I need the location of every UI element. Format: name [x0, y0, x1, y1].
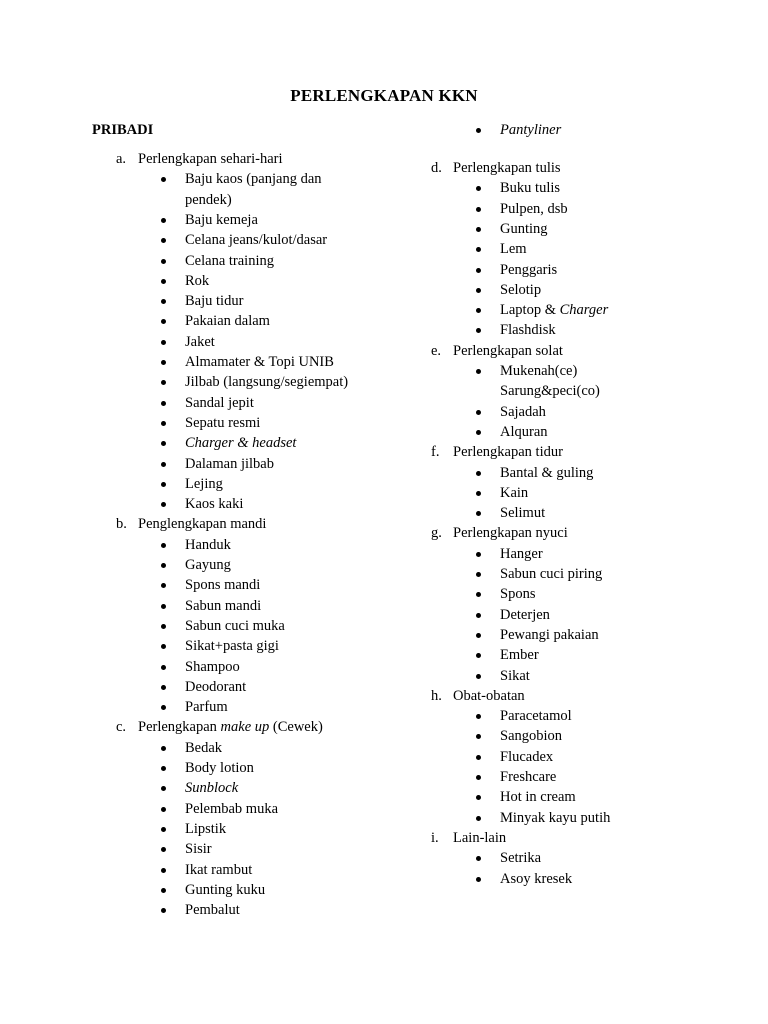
bullet-icon	[161, 340, 166, 345]
text-part: Laptop &	[500, 302, 560, 319]
list-item-text: pendek)	[185, 191, 232, 208]
list-item-text: Pelembab muka	[185, 800, 279, 817]
section-title: Penglengkapan mandi	[138, 516, 267, 533]
list-item-text: Kain	[500, 484, 529, 501]
list-item-text: Celana training	[185, 252, 274, 269]
bullet-icon	[476, 308, 481, 313]
bullet-icon	[476, 856, 481, 861]
list-item-text: Flucadex	[500, 748, 554, 765]
bullet-icon	[161, 827, 166, 832]
bullet-icon	[476, 491, 481, 496]
bullet-icon	[476, 653, 481, 658]
list-item-text: Selotip	[500, 281, 542, 298]
bullet-icon	[476, 288, 481, 293]
bullet-icon	[476, 795, 481, 800]
section-title: Perlengkapan tidur	[453, 444, 563, 461]
bullet-icon	[476, 734, 481, 739]
section-heading-pribadi: PRIBADI	[92, 122, 154, 138]
bullet-icon	[476, 572, 481, 577]
bullet-icon	[161, 807, 166, 812]
title-part: (Cewek)	[269, 719, 323, 736]
section-letter: i.	[431, 829, 439, 846]
list-item-text: Sunblock	[185, 780, 239, 797]
list-item-text: Sandal jepit	[185, 394, 254, 411]
list-item-text: Gayung	[185, 557, 231, 573]
bullet-icon	[161, 401, 166, 406]
bullet-icon	[476, 430, 481, 435]
section-title	[138, 719, 323, 736]
title-part: Perlengkapan	[138, 719, 221, 736]
bullet-icon	[161, 177, 166, 182]
bullet-icon	[161, 441, 166, 446]
list-item-text: Handuk	[185, 536, 231, 553]
bullet-icon	[161, 279, 166, 284]
section-letter: f.	[431, 444, 440, 461]
list-item-text: Kaos kaki	[185, 496, 244, 513]
list-item-text: Selimut	[500, 505, 546, 522]
list-item-text: Pakaian dalam	[185, 313, 270, 330]
list-item-text: Asoy kresek	[500, 870, 573, 887]
bullet-icon	[476, 328, 481, 333]
bullet-icon	[161, 563, 166, 568]
section-letter: b.	[116, 516, 127, 533]
bullet-icon	[476, 186, 481, 191]
list-item-text: Buku tulis	[500, 180, 561, 197]
title-part: make up	[220, 719, 270, 736]
bullet-icon	[161, 543, 166, 548]
list-item-text: Freshcare	[500, 769, 557, 785]
list-item-text: Bantal & guling	[500, 464, 594, 481]
list-item-text: Baju kaos (panjang dan	[185, 171, 322, 188]
list-item-text: Rok	[185, 272, 210, 289]
list-item-text: Sikat	[500, 667, 530, 684]
bullet-icon	[161, 218, 166, 223]
list-item-text: Jilbab (langsung/segiempat)	[185, 374, 349, 391]
bullet-icon	[476, 633, 481, 638]
list-item-text: Sabun cuci piring	[500, 566, 603, 582]
bullet-icon	[161, 502, 166, 507]
list-item-text: Lejing	[185, 475, 223, 492]
list-item-text: Pulpen, dsb	[500, 200, 568, 217]
list-item-text: Ember	[500, 647, 539, 664]
list-item-text: Shampoo	[185, 658, 240, 675]
section-letter: d.	[431, 160, 442, 176]
list-item-text: Sikat+pasta gigi	[185, 638, 279, 655]
list-item-text: Lipstik	[185, 820, 227, 837]
list-item-text: Minyak kayu putih	[500, 809, 611, 826]
bullet-icon	[161, 238, 166, 243]
list-item-text: Baju tidur	[185, 293, 244, 310]
section-letter: a.	[116, 151, 127, 167]
bullet-icon	[161, 421, 166, 426]
list-item-text: Bedak	[185, 739, 223, 756]
list-item-text: Celana jeans/kulot/dasar	[185, 232, 328, 249]
list-item-text: Sepatu resmi	[185, 414, 261, 431]
bullet-icon	[161, 624, 166, 629]
bullet-icon	[476, 369, 481, 374]
list-item-text: Hanger	[500, 545, 543, 562]
bullet-icon	[161, 380, 166, 385]
bullet-icon	[476, 877, 481, 882]
list-item-text: Paracetamol	[500, 708, 572, 725]
bullet-icon	[476, 674, 481, 679]
bullet-icon	[161, 705, 166, 710]
list-item-text: Alquran	[500, 423, 548, 440]
section-title: Perlengkapan solat	[453, 342, 563, 359]
bullet-icon	[476, 552, 481, 557]
list-item-text: Spons mandi	[185, 577, 261, 594]
list-item-text: Ikat rambut	[185, 861, 253, 878]
list-item-text	[500, 302, 608, 319]
bullet-icon	[161, 908, 166, 913]
bullet-icon	[161, 665, 166, 670]
section-letter: c.	[116, 719, 127, 736]
bullet-icon	[476, 816, 481, 821]
section-title: Lain-lain	[453, 829, 507, 846]
list-item-text: Parfum	[185, 699, 228, 716]
list-item-text: Baju kemeja	[185, 211, 258, 228]
bullet-icon	[161, 766, 166, 771]
bullet-icon	[476, 471, 481, 476]
bullet-icon	[161, 746, 166, 751]
bullet-icon	[476, 207, 481, 212]
list-item-text: Dalaman jilbab	[185, 455, 274, 472]
list-item-text: Setrika	[500, 850, 542, 867]
list-item-text: Sangobion	[500, 728, 563, 745]
list-item-text: Sajadah	[500, 403, 546, 420]
bullet-icon	[476, 755, 481, 760]
bullet-icon	[161, 482, 166, 487]
bullet-icon	[161, 259, 166, 264]
section-letter: h.	[431, 687, 442, 704]
bullet-icon	[161, 604, 166, 609]
list-item-text: Deodorant	[185, 678, 247, 695]
list-item-text: Deterjen	[500, 606, 550, 623]
list-item-text: Mukenah(ce)	[500, 363, 578, 379]
list-item-text: Sisir	[185, 841, 212, 858]
list-item-text: Pembalut	[185, 902, 240, 919]
list-item-text: Charger & headset	[185, 435, 297, 452]
document-title: PERLENGKAPAN KKN	[290, 86, 478, 105]
bullet-icon	[161, 868, 166, 873]
section-title: Perlengkapan sehari-hari	[138, 151, 283, 167]
bullet-icon	[161, 847, 166, 852]
section-letter: e.	[431, 342, 442, 359]
list-item-text: Penggaris	[500, 261, 558, 278]
list-item-text: Body lotion	[185, 760, 254, 776]
section-title: Perlengkapan nyuci	[453, 525, 568, 542]
bullet-icon	[476, 511, 481, 516]
bullet-icon	[161, 888, 166, 893]
bullet-icon	[161, 299, 166, 304]
bullet-icon	[476, 775, 481, 780]
bullet-icon	[161, 360, 166, 365]
list-item-text: Pantyliner	[500, 122, 562, 138]
text-part: Charger	[559, 302, 609, 319]
bullet-icon	[161, 583, 166, 588]
section-title: Perlengkapan tulis	[453, 160, 561, 176]
list-item-text: Pewangi pakaian	[500, 626, 599, 643]
list-item-text: Spons	[500, 586, 536, 603]
bullet-icon	[476, 410, 481, 415]
list-item-text: Lem	[500, 241, 527, 258]
list-item-text: Hot in cream	[500, 789, 576, 806]
bullet-icon	[161, 462, 166, 467]
bullet-icon	[476, 268, 481, 273]
bullet-icon	[476, 714, 481, 719]
bullet-icon	[476, 247, 481, 252]
bullet-icon	[476, 613, 481, 618]
bullet-icon	[161, 685, 166, 690]
bullet-icon	[476, 592, 481, 597]
section-title: Obat-obatan	[453, 687, 525, 704]
section-letter: g.	[431, 525, 442, 542]
list-item-text: Jaket	[185, 333, 215, 350]
bullet-icon	[161, 319, 166, 324]
list-item-text: Flashdisk	[500, 322, 556, 339]
list-item-text: Sabun mandi	[185, 597, 262, 614]
list-item-text: Almamater & Topi UNIB	[185, 354, 334, 370]
list-item-text: Sabun cuci muka	[185, 617, 285, 634]
bullet-icon	[161, 644, 166, 649]
list-item-text: Gunting	[500, 220, 548, 237]
list-item-text: Sarung&peci(co)	[500, 383, 600, 400]
bullet-icon	[161, 786, 166, 791]
bullet-icon	[476, 227, 481, 232]
list-item-text: Gunting kuku	[185, 881, 266, 898]
bullet-icon	[476, 128, 481, 133]
